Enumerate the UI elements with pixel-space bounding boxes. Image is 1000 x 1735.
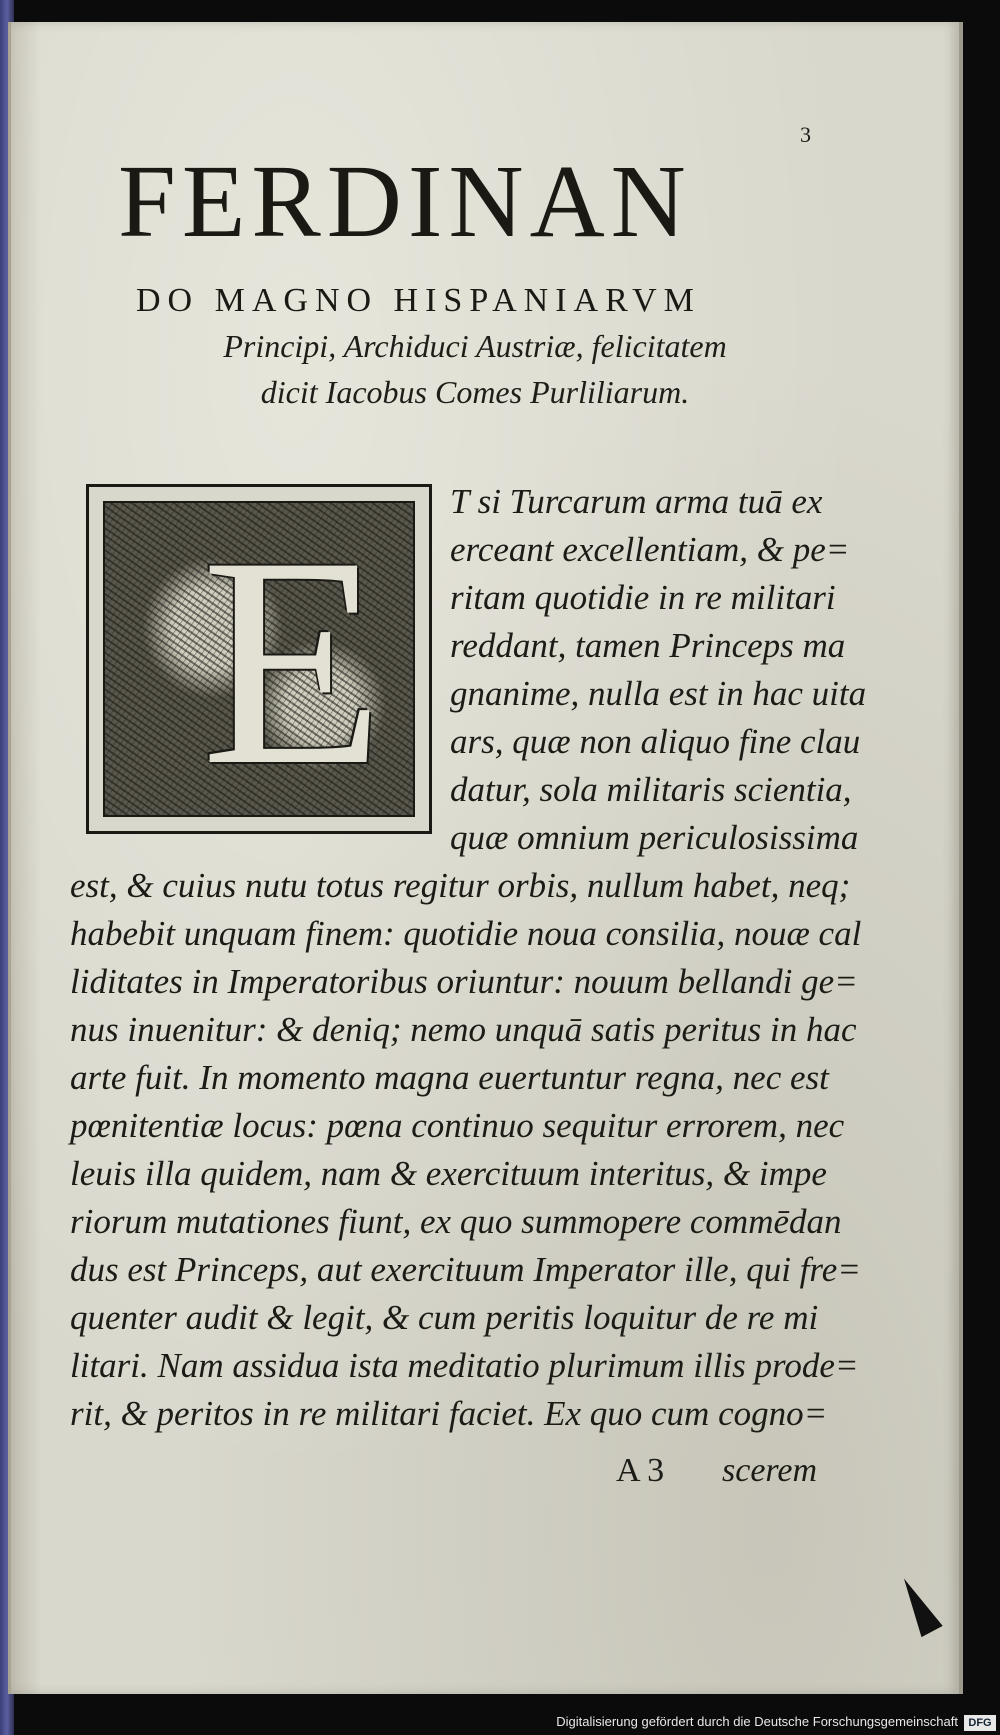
- text-line: pœnitentiæ locus: pœna continuo sequitur errorem, nec: [70, 1106, 845, 1145]
- text-line: leuis illa quidem, nam & exercituum interitus, & impe: [70, 1154, 827, 1193]
- signature-mark: A 3: [616, 1452, 665, 1489]
- initial-letter: E: [201, 501, 385, 817]
- text-line: ritam quotidie in re militari: [450, 578, 836, 617]
- book-page: [8, 22, 963, 1694]
- text-line: quæ omnium periculosissima: [450, 818, 859, 857]
- woodcut-ornament: [103, 501, 415, 817]
- text-line: nus inuenitur: & deniq; nemo unquā satis peritus in hac: [70, 1010, 857, 1049]
- text-line: reddant, tamen Princeps ma: [450, 626, 846, 665]
- page-title-line-2: DO MAGNO HISPANIARVM: [136, 282, 701, 319]
- catchword: scerem: [722, 1452, 818, 1489]
- text-line: rit, & peritos in re militari faciet. Ex quo cum cogno=: [70, 1394, 828, 1433]
- text-line: quenter audit & legit, & cum peritis loquitur de re mi: [70, 1298, 819, 1337]
- text-line: dus est Princeps, aut exercituum Imperator ille, qui fre=: [70, 1250, 861, 1289]
- text-line: est, & cuius nutu totus regitur orbis, nullum habet, neq;: [70, 866, 851, 905]
- page-title: FERDINAN: [118, 144, 692, 259]
- dedication-line: dicit Iacobus Comes Purliliarum.: [260, 374, 690, 410]
- text-line: T si Turcarum arma tuā ex: [450, 482, 823, 521]
- text-line: gnanime, nulla est in hac uita: [450, 674, 867, 713]
- dedication-line: Principi, Archiduci Austriæ, felicitatem: [223, 328, 727, 364]
- text-line: riorum mutationes fiunt, ex quo summopere commēdan: [70, 1202, 842, 1241]
- text-line: habebit unquam finem: quotidie noua consilia, nouæ cal: [70, 914, 862, 953]
- text-line: liditates in Imperatoribus oriuntur: nouum bellandi ge=: [70, 962, 858, 1001]
- folio-number: 3: [800, 122, 811, 147]
- dfg-logo: DFG: [964, 1715, 996, 1731]
- text-line: litari. Nam assidua ista meditatio plurimum illis prode=: [70, 1346, 859, 1385]
- text-line: erceant excellentiam, & pe=: [450, 530, 850, 569]
- digitization-credit: Digitalisierung gefördert durch die Deutsche Forschungsgemeinschaft: [556, 1714, 958, 1729]
- decorated-initial: [86, 484, 432, 834]
- text-line: arte fuit. In momento magna euertuntur regna, nec est: [70, 1058, 829, 1097]
- text-line: datur, sola militaris scientia,: [450, 770, 852, 809]
- text-line: ars, quæ non aliquo fine clau: [450, 722, 861, 761]
